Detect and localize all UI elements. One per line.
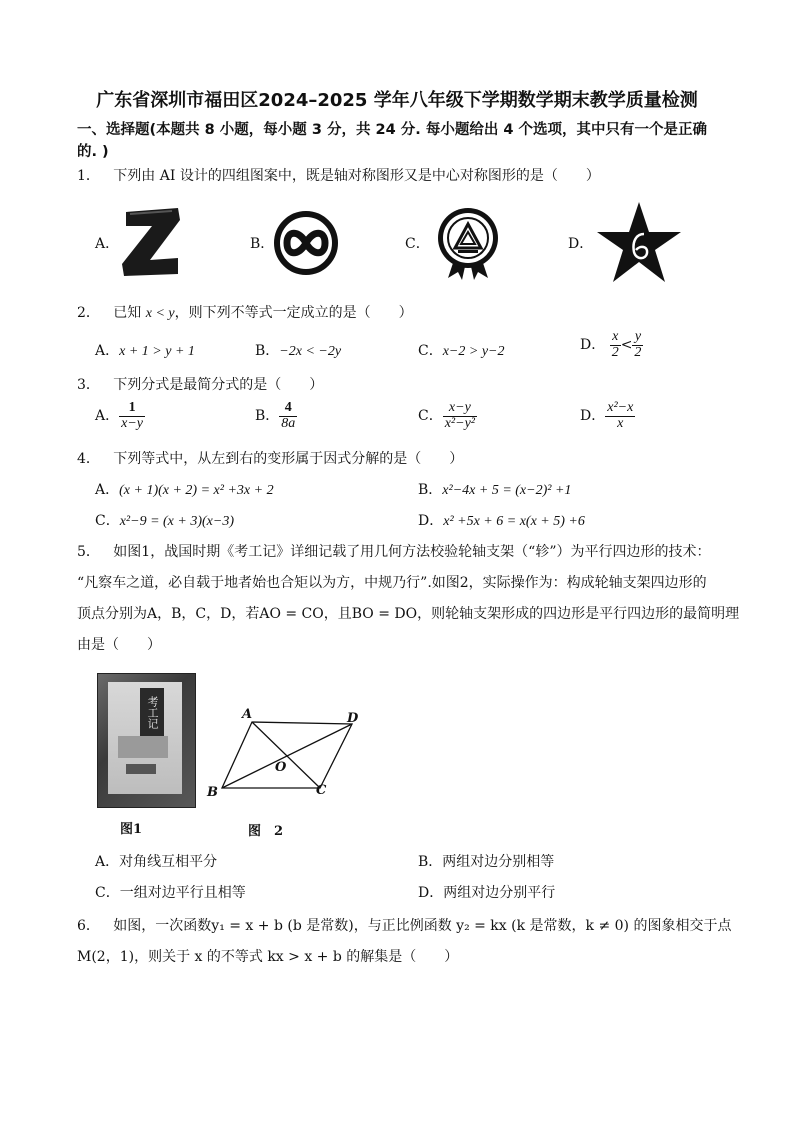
fraction: [119, 401, 145, 431]
question-5-line2: “凡察车之道，必自载于地者始也合矩以为方，中规乃行”.如图2，实际操作为：构成轮轴支架四边形的: [77, 575, 707, 591]
option-label: B．: [418, 482, 443, 498]
q3-option-d: [580, 401, 635, 431]
question-6-line2: M(2，1)，则关于 x 的不等式 kx > x + b 的解集是（ ）: [77, 949, 459, 965]
question-number: 2．: [77, 305, 100, 321]
numerator: x: [610, 330, 621, 346]
q1-option-b-label: B．: [250, 236, 275, 252]
question-5-line1: [77, 541, 711, 561]
point-o-label: O: [275, 760, 287, 775]
point-d-label: D: [347, 711, 359, 726]
z-letter-icon: [120, 204, 184, 280]
option-label: C．: [418, 408, 443, 425]
question-number: 3．: [77, 377, 100, 393]
option-label: D．: [418, 513, 444, 529]
fraction: [605, 401, 635, 431]
denominator: x−y: [121, 415, 143, 431]
question-5-line4: 由是（ ）: [77, 637, 161, 653]
question-2: [77, 302, 413, 322]
question-text: 下列由 AI 设计的四组图案中，既是轴对称图形又是中心对称图形的是（ ）: [113, 168, 600, 184]
option-expr: x²−9 = (x + 3)(x−3): [119, 514, 234, 529]
option-expr: x² +5x + 6 = x(x + 5) +6: [443, 514, 585, 529]
question-5-line3: 顶点分别为A，B，C，D，若AO = CO，且BO = DO，则轮轴支架形成的四边形是平行四边形的最简明理: [77, 606, 740, 622]
option-expr: x−2 > y−2: [442, 344, 505, 359]
denominator: 2: [634, 344, 642, 360]
question-number: 6．: [77, 918, 100, 934]
option-label: A．: [95, 343, 120, 359]
question-text: 如图1，战国时期《考工记》详细记载了用几何方法校验轮轴支架（“轸”）为平行四边形的技术：: [113, 544, 711, 560]
question-text: 如图，一次函数y₁ = x + b (b 是常数)，与正比例函数 y₂ = kx (k 是常数，k ≠ 0) 的图象相交于点: [113, 918, 732, 934]
option-expr: −2x < −2y: [279, 344, 342, 359]
fraction: [279, 401, 297, 431]
denominator: 2: [611, 344, 619, 360]
q3-option-c: [418, 401, 477, 431]
denominator: x²−y²: [444, 415, 475, 431]
option-label: C．: [418, 343, 443, 359]
option-expr: x²−4x + 5 = (x−2)² +1: [442, 483, 572, 498]
q5-option-b: B．两组对边分别相等: [418, 854, 555, 870]
q2-option-d: [580, 330, 643, 360]
numerator: x²−x: [607, 400, 634, 415]
option-expr: x + 1 > y + 1: [119, 344, 195, 359]
question-text-b: ，则下列不等式一定成立的是（ ）: [174, 305, 413, 321]
q5-option-a: A．对角线互相平分: [95, 854, 218, 870]
q4-option-a: [95, 479, 274, 499]
question-1: [77, 165, 600, 185]
q2-option-c: [418, 340, 505, 360]
q1-option-d-label: D．: [568, 236, 594, 252]
book-photo: [97, 673, 196, 808]
option-label: B．: [255, 343, 280, 359]
section-heading-line2: 的. ): [77, 144, 109, 160]
figure-2-label: 图 2: [248, 824, 284, 839]
option-label: D．: [580, 337, 606, 354]
q3-option-a: [95, 401, 145, 431]
numerator: y: [632, 330, 643, 346]
question-number: 5．: [77, 544, 100, 560]
option-expr: (x + 1)(x + 2) = x² +3x + 2: [119, 483, 274, 498]
numerator: 4: [279, 401, 297, 417]
question-text: 下列等式中，从左到右的变形属于因式分解的是（ ）: [113, 451, 464, 467]
question-4: [77, 448, 463, 468]
option-label: A．: [95, 408, 120, 425]
question-text-a: 已知: [113, 305, 142, 321]
question-text: 下列分式是最简分式的是（ ）: [113, 377, 324, 393]
numerator: 1: [119, 401, 145, 417]
book-illustration: [118, 736, 168, 758]
denominator: x: [617, 415, 624, 431]
q4-option-c: [95, 510, 234, 530]
q5-option-c: C．一组对边平行且相等: [95, 885, 246, 901]
infinity-knot-icon: [273, 210, 339, 276]
question-number: 1．: [77, 168, 100, 184]
q1-option-c-label: C．: [405, 236, 430, 252]
fraction: [610, 330, 621, 360]
book-title: 考工记: [140, 688, 164, 736]
question-6-line1: [77, 915, 731, 935]
option-label: B．: [255, 408, 280, 425]
fraction: [443, 401, 477, 431]
option-label: C．: [95, 513, 120, 529]
question-3: [77, 374, 323, 394]
figure-1-label: 图1: [120, 822, 143, 837]
parallelogram-diagram: [200, 706, 370, 806]
q4-option-b: [418, 479, 571, 499]
page-title: 广东省深圳市福田区2024–2025 学年八年级下学期数学期末教学质量检测: [96, 90, 698, 111]
point-a-label: A: [242, 707, 253, 722]
q3-option-b: [255, 401, 297, 431]
book-illustration: [126, 764, 156, 774]
q4-option-d: [418, 510, 585, 530]
denominator: 8a: [281, 415, 296, 431]
star-six-icon: [596, 200, 682, 284]
triangle-badge-icon: [432, 204, 504, 280]
fraction: [632, 330, 643, 360]
option-label: D．: [580, 408, 606, 425]
operator: <: [620, 337, 633, 354]
q2-option-b: [255, 340, 341, 360]
q2-option-a: [95, 340, 195, 360]
point-c-label: C: [316, 783, 327, 798]
point-b-label: B: [207, 785, 218, 800]
question-number: 4．: [77, 451, 100, 467]
option-label: A．: [95, 482, 120, 498]
q1-option-a-label: A．: [95, 236, 120, 252]
section-heading-line1: 一、选择题(本题共 8 小题，每小题 3 分，共 24 分. 每小题给出 4 个选项，其中只有一个是正确: [77, 122, 708, 138]
q5-option-d: D．两组对边分别平行: [418, 885, 556, 901]
numerator: x−y: [443, 401, 477, 417]
condition-expr: x < y: [145, 306, 175, 321]
